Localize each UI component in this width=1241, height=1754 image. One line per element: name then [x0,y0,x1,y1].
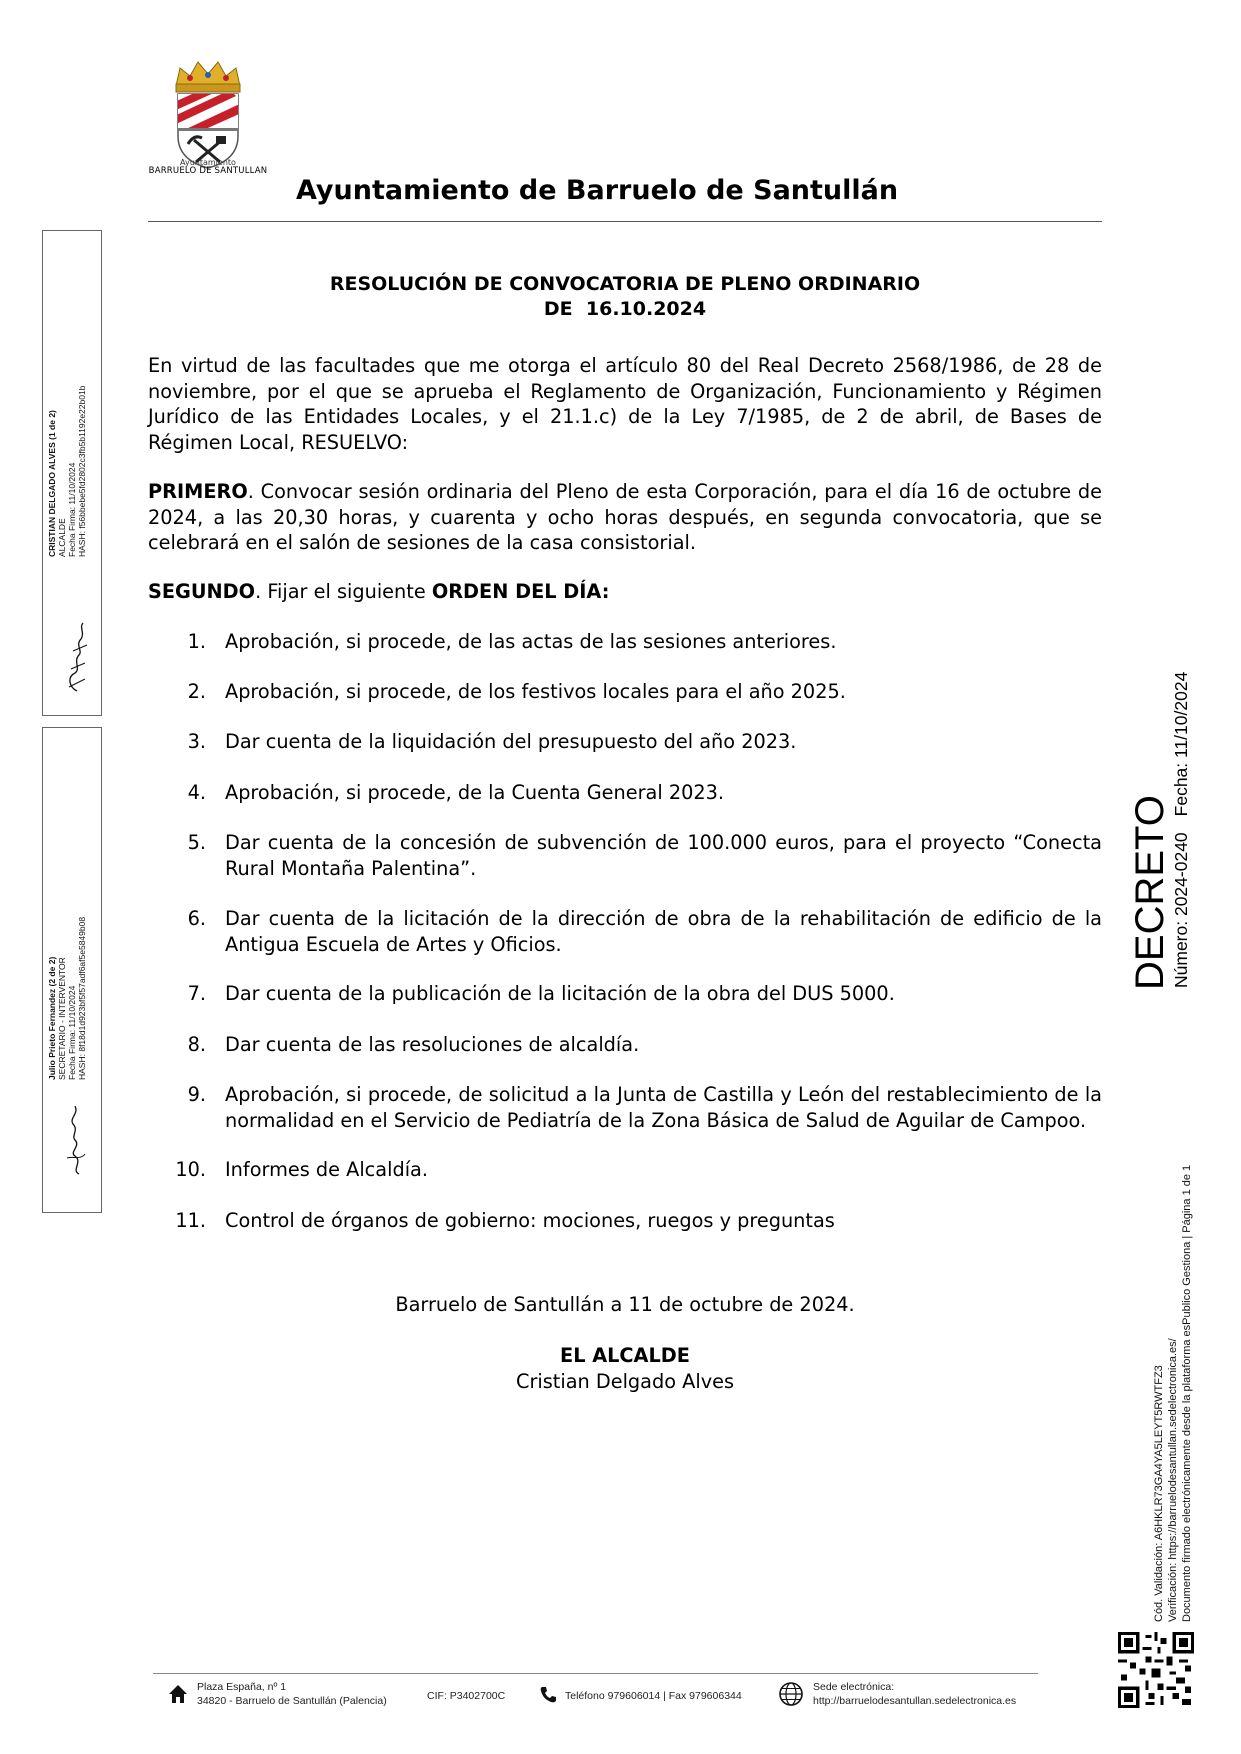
agenda-item-number: 11. [175,1208,206,1232]
agenda-item-number: 5. [187,831,206,854]
signature-1-hash: HASH: f56bbebe5fd2802c3fb5b1192e22b01b [77,385,87,557]
signature-platform-note: Documento firmado electrónicamente desde la plataforma esPublico Gestiona | Página 1 de 1 [1181,1164,1193,1622]
page-title: Ayuntamiento de Barruelo de Santullán [296,175,899,206]
phone-icon [538,1685,558,1705]
footer-sede-url[interactable]: http://barruelodesantullan.sedelectronica.es [813,1695,1017,1707]
globe-icon [778,1681,804,1707]
segundo-paragraph [148,579,1102,605]
coat-caption-ayuntamiento: Ayuntamiento [180,158,236,167]
decree-date: Fecha: 11/10/2024 [1171,671,1191,817]
agenda-item [148,1208,1102,1234]
agenda-item [148,1032,1102,1058]
agenda-item [148,906,1102,957]
agenda-item-number: 7. [187,982,206,1005]
signature-1-date: Fecha Firma: 11/10/2024 [67,462,77,557]
decree-number-date [1171,672,1192,988]
footer-address-line-2: 34820 - Barruelo de Santullán (Palencia) [197,1695,387,1707]
agenda-item-text: Aprobación, si procede, de la Cuenta General 2023. [225,780,725,804]
footer-address-line-1: Plaza España, nº 1 [197,1681,287,1693]
footer-address [197,1680,387,1708]
heading-line-2: DE 16.10.2024 [543,298,707,320]
agenda-item-number: 8. [187,1032,206,1056]
primero-text: . Convocar sesión ordinaria del Pleno de esta Corporación, para el día 16 de octubre de 2024, a las 20,30 horas, y cuarenta y ocho horas después, en segunda convocatoria, que se celebrará en el salón de sesiones de la casa consistorial. [148,480,1102,554]
handwritten-signature-2 [55,1098,93,1178]
heading-line-1: RESOLUCIÓN DE CONVOCATORIA DE PLENO ORDINARIO [329,273,921,295]
signature-2-text [47,917,87,1080]
agenda-item [148,780,1102,806]
signature-1-text [47,386,87,557]
agenda-item-number: 2. [187,679,206,703]
agenda-item-text: Aprobación, si procede, de las actas de las sesiones anteriores. [225,630,837,653]
agenda-item-text: Aprobación, si procede, de los festivos locales para el año 2025. [225,679,846,703]
signature-2-hash: HASH: 8f18d1d923bf5f57adf6af5e5849b08 [77,916,87,1080]
segundo-label: SEGUNDO [148,580,256,603]
coat-caption-town: BARRUELO DE SANTULLAN [148,166,268,176]
agenda-item [148,1157,1102,1183]
document-heading [148,272,1102,322]
agenda-item [148,729,1102,755]
agenda-item-text: Dar cuenta de las resoluciones de alcaldía. [225,1032,640,1056]
agenda-item-text: Dar cuenta de la licitación de la dirección de obra de la rehabilitación de edificio de la Antigua Escuela de Artes y Oficios. [225,907,1102,956]
signature-1-role: ALCALDE [57,518,67,557]
signature-2-name: Julio Prieto Fernandez (2 de 2) [47,956,57,1080]
header-divider [148,221,1102,222]
agenda-item [148,679,1102,705]
agenda-item-number: 6. [187,907,206,930]
primero-paragraph [148,479,1102,556]
footer-phone-fax: Teléfono 979606014 | Fax 979606344 [565,1690,742,1702]
footer-sede [813,1680,1016,1708]
decreto-label: DECRETO [1128,795,1172,990]
agenda-item-number: 10. [175,1158,206,1181]
decree-number: Número: 2024-0240 [1171,832,1191,988]
signer-name: Cristian Delgado Alves [515,1370,735,1393]
intro-paragraph: En virtud de las facultades que me otorga el artículo 80 del Real Decreto 2568/1986, de 28 de noviembre, por el que se aprueba el Reglamento de Organización, Funcionamiento y Régimen Jurídico de las Entidades Locales, y el 21.1.c) de la Ley 7/1985, de 2 de abril, de Bases de Régimen Local, RESUELVO: [148,354,1102,454]
agenda-item-number: 1. [187,630,206,653]
signature-1-name: CRISTIAN DELGADO ALVES (1 de 2) [47,410,57,557]
agenda-item-number: 3. [187,730,206,753]
verification-url: Verificación: https://barruelodesantullan.sedelectronica.es/ [1167,1338,1179,1622]
orden-label: ORDEN DEL DÍA: [431,580,610,603]
qr-code-icon [1118,1632,1194,1708]
agenda-item-number: 4. [187,780,206,804]
agenda-item-text: Dar cuenta de la publicación de la licitación de la obra del DUS 5000. [225,982,895,1005]
agenda-list [148,629,1102,1233]
agenda-item [148,1082,1102,1133]
agenda-item [148,981,1102,1007]
agenda-item-text: Dar cuenta de la concesión de subvención de 100.000 euros, para el proyecto “Conecta Rural Montaña Palentina”. [225,831,1102,880]
agenda-item-number: 9. [187,1083,206,1106]
agenda-item-text: Dar cuenta de la liquidación del presupuesto del año 2023. [225,730,797,753]
signer-title: EL ALCALDE [560,1344,690,1367]
agenda-item-text: Control de órganos de gobierno: mociones, ruegos y preguntas [225,1208,835,1232]
agenda-item-text: Aprobación, si procede, de solicitud a la Junta de Castilla y León del restablecimiento de la normalidad en el Servicio de Pediatría de la Zona Básica de Salud de Aguilar de Campoo. [225,1083,1102,1132]
place-date: Barruelo de Santullán a 11 de octubre de 2024. [395,1293,855,1316]
signature-2-role: SECRETARIO - INTERVENTOR [57,957,67,1080]
signature-stamp-1 [42,230,102,716]
signature-stamp-2 [42,727,102,1213]
footer-sede-label: Sede electrónica: [813,1681,895,1693]
validation-code: Cód. Validación: A6HKLR73GA4YA5LEYT5RWTFZ3 [1153,1365,1165,1622]
footer-cif: CIF: P3402700C [427,1690,506,1702]
agenda-item [148,629,1102,655]
primero-label: PRIMERO [148,480,248,503]
signature-2-date: Fecha Firma: 11/10/2024 [67,985,77,1080]
agenda-item-text: Informes de Alcaldía. [225,1158,428,1181]
footer-divider [153,1673,1038,1674]
segundo-text: . Fijar el siguiente [255,580,432,603]
home-icon [167,1683,189,1705]
agenda-item [148,830,1102,881]
handwritten-signature-1 [55,617,93,697]
